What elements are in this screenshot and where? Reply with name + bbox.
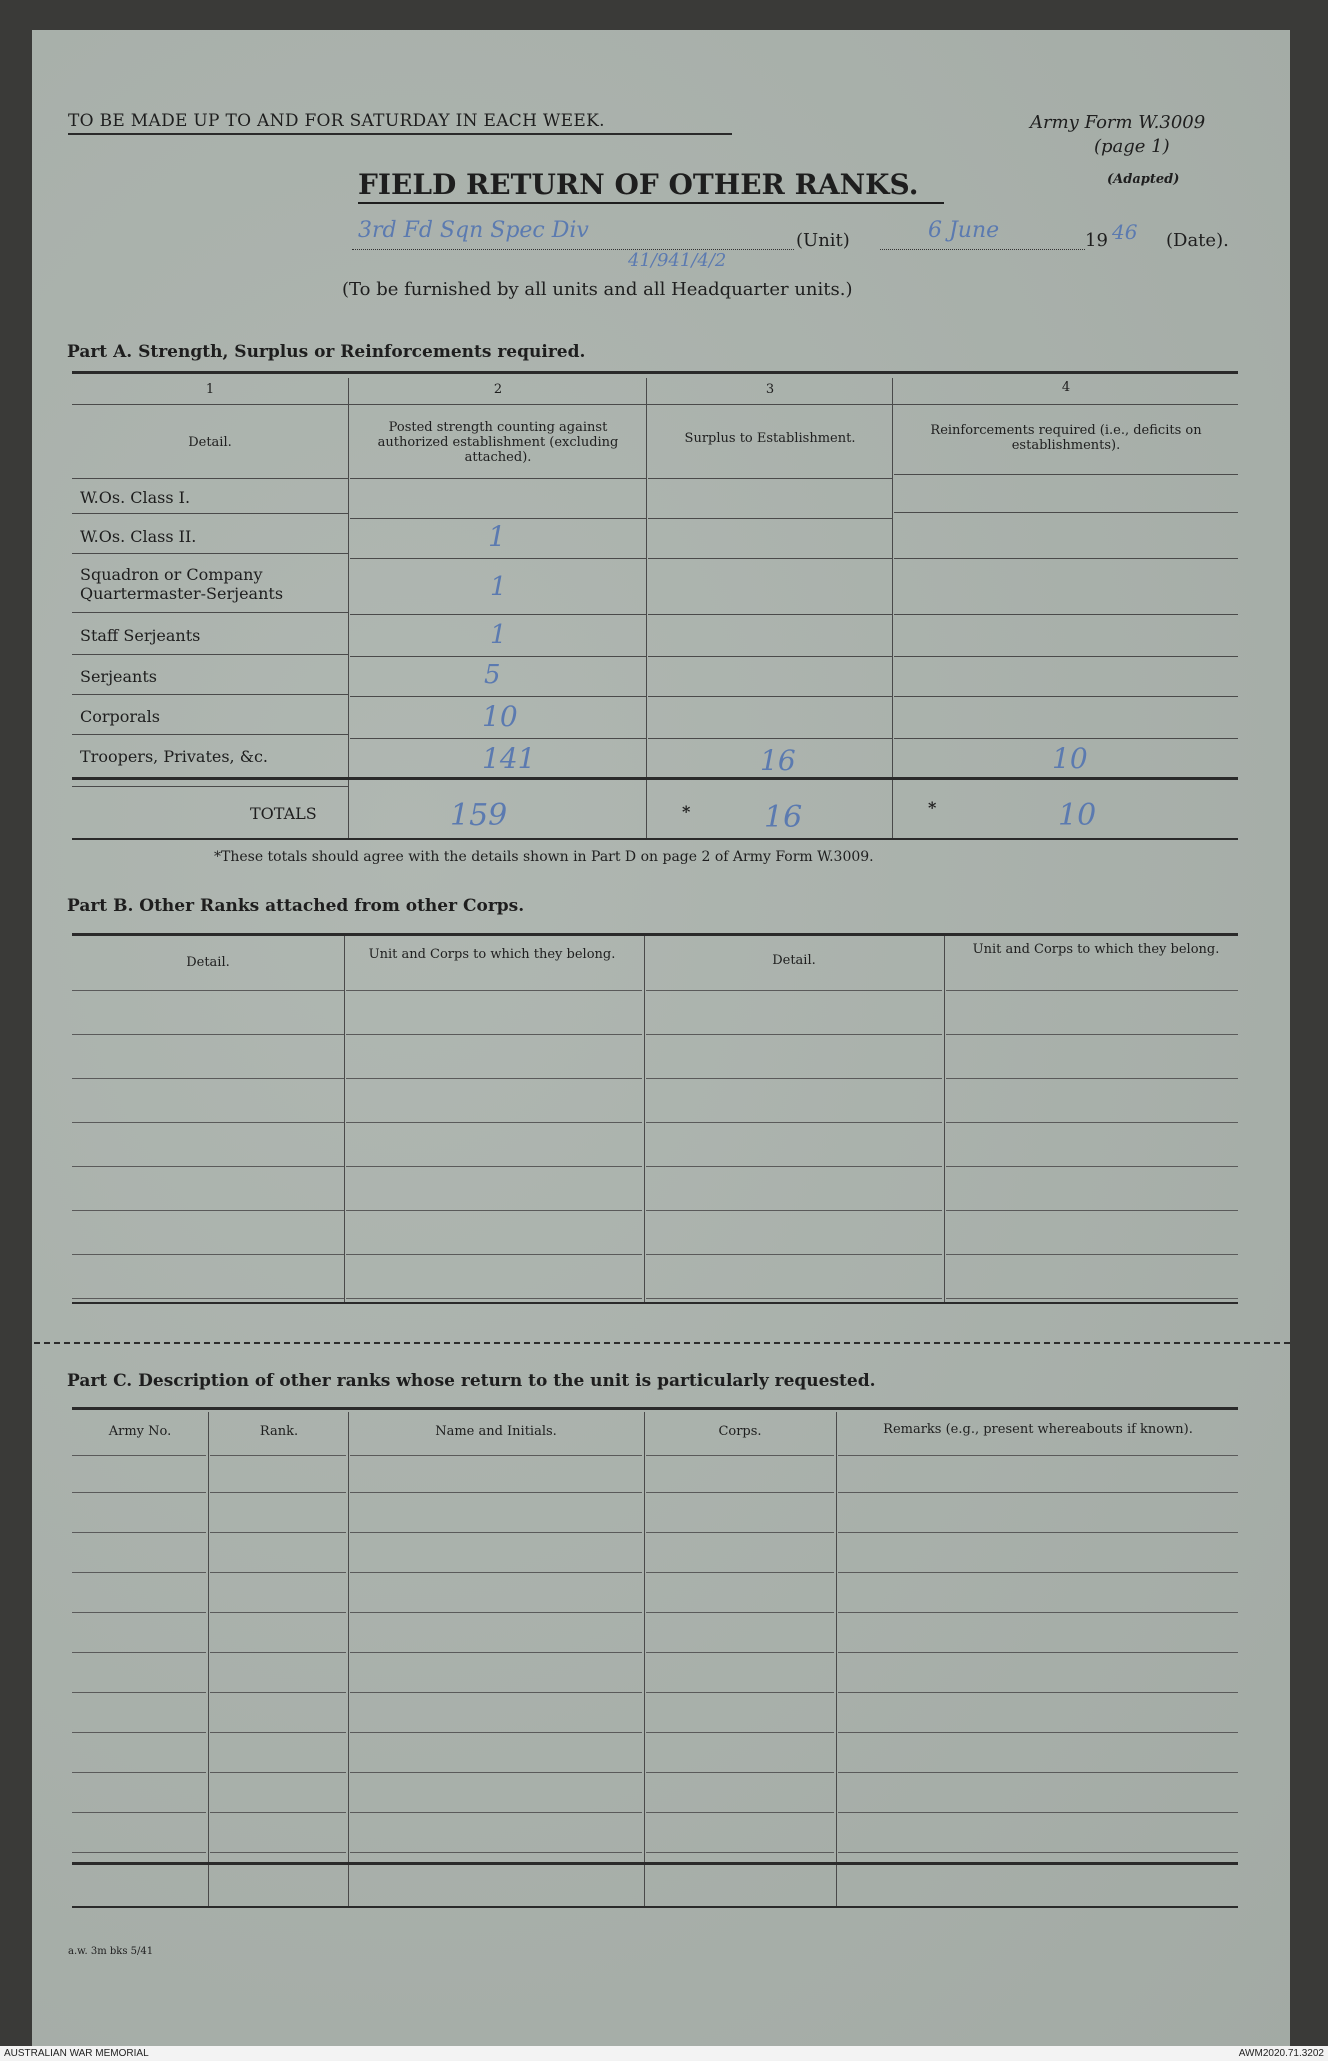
- ruled-line: [646, 1572, 834, 1573]
- ruled-line: [72, 1612, 206, 1613]
- part-a-bottom-rule: [72, 838, 1238, 840]
- col-number-2: 2: [493, 382, 503, 397]
- posted-cqms: 1: [490, 572, 507, 602]
- ruled-line: [72, 1298, 344, 1299]
- part-c-header-rank: Rank.: [259, 1424, 299, 1439]
- ruled-line: [72, 1852, 206, 1853]
- reinf-pte: 10: [1052, 742, 1088, 775]
- year-prefix: 19: [1085, 230, 1108, 251]
- row-rule: [350, 738, 646, 739]
- part-a-header-posted: Posted strength counting against authorized establishment (excluding attached).: [377, 420, 619, 465]
- ruled-line: [646, 1034, 942, 1035]
- totals-posted: 159: [450, 798, 508, 833]
- ruled-line: [72, 1210, 344, 1211]
- part-c-vline-4: [836, 1412, 837, 1908]
- ruled-line: [72, 1254, 344, 1255]
- ruled-line: [838, 1692, 1238, 1693]
- posted-wo2: 1: [488, 520, 506, 553]
- row-rule: [72, 734, 348, 735]
- row-label-cqms-text: Squadron or Company Quartermaster-Serjeants: [80, 565, 284, 603]
- part-c-bottom-rule: [72, 1906, 1238, 1908]
- ruled-line: [210, 1652, 346, 1653]
- ruled-line: [946, 1034, 1238, 1035]
- ruled-line: [838, 1572, 1238, 1573]
- row-rule: [72, 513, 348, 514]
- ruled-line: [838, 1852, 1238, 1853]
- ruled-line: [350, 1692, 642, 1693]
- row-label-cqms: [80, 565, 342, 603]
- part-b-vline-1: [344, 936, 345, 1304]
- instruction-text: TO BE MADE UP TO AND FOR SATURDAY IN EACH WEEK.: [68, 111, 605, 131]
- part-c-vline-2: [348, 1412, 349, 1908]
- part-b-top-rule: [72, 933, 1238, 936]
- unit-label: (Unit): [796, 230, 850, 251]
- year-handwritten: 46: [1112, 220, 1138, 244]
- ruled-line: [350, 1455, 642, 1456]
- part-b-header-unit-1: Unit and Corps to which they belong.: [368, 947, 616, 962]
- row-rule: [350, 614, 646, 615]
- totals-surplus: 16: [764, 800, 803, 835]
- ruled-line: [646, 1455, 834, 1456]
- row-rule: [648, 558, 892, 559]
- ruled-line: [646, 990, 942, 991]
- header-rule-3: [648, 478, 892, 479]
- ruled-line: [72, 1812, 206, 1813]
- ruled-line: [72, 1652, 206, 1653]
- header-rule-1: [72, 478, 348, 479]
- ruled-line: [210, 1852, 346, 1853]
- printer-note: a.w. 3m bks 5/41: [68, 1946, 154, 1957]
- row-label-sjt: Serjeants: [80, 667, 157, 686]
- ruled-line: [946, 1298, 1238, 1299]
- ruled-line: [646, 1532, 834, 1533]
- ruled-line: [646, 1298, 942, 1299]
- unit-dotline: [352, 249, 794, 251]
- posted-cpl: 10: [482, 700, 518, 733]
- ruled-line: [346, 1166, 642, 1167]
- part-a-vline-2: [646, 378, 647, 838]
- ruled-line: [210, 1572, 346, 1573]
- ruled-line: [210, 1492, 346, 1493]
- part-a-header-detail: Detail.: [188, 435, 232, 450]
- ruled-line: [350, 1732, 642, 1733]
- ruled-line: [210, 1532, 346, 1533]
- ruled-line: [72, 1692, 206, 1693]
- ruled-line: [646, 1652, 834, 1653]
- col-number-4: 4: [1061, 380, 1071, 395]
- ruled-line: [646, 1812, 834, 1813]
- row-rule: [894, 512, 1238, 513]
- ruled-line: [946, 1078, 1238, 1079]
- ruled-line: [346, 1210, 642, 1211]
- ruled-line: [646, 1210, 942, 1211]
- col-number-rule: [72, 404, 1238, 405]
- form-number: Army Form W.3009: [1030, 112, 1206, 133]
- row-rule: [648, 614, 892, 615]
- row-rule: [648, 656, 892, 657]
- ruled-line: [210, 1612, 346, 1613]
- footer-institution: AUSTRALIAN WAR MEMORIAL: [4, 2048, 149, 2059]
- totals-top-rule: [72, 777, 1238, 780]
- row-rule: [350, 518, 646, 519]
- form-title: FIELD RETURN OF OTHER RANKS.: [358, 168, 919, 201]
- row-label-wo1: W.Os. Class I.: [80, 488, 191, 507]
- part-a-title: Part A. Strength, Surplus or Reinforcements required.: [67, 342, 586, 362]
- part-a-vline-1: [348, 378, 349, 838]
- row-rule: [72, 694, 348, 695]
- part-b-title: Part B. Other Ranks attached from other Corps.: [67, 896, 525, 916]
- part-b-bottom-rule: [72, 1302, 1238, 1304]
- ruled-line: [646, 1852, 834, 1853]
- part-c-top-rule: [72, 1407, 1238, 1410]
- ruled-line: [646, 1078, 942, 1079]
- ruled-line: [210, 1772, 346, 1773]
- ruled-line: [346, 1298, 642, 1299]
- ruled-line: [72, 1455, 206, 1456]
- ruled-line: [946, 1166, 1238, 1167]
- ruled-line: [946, 1254, 1238, 1255]
- ruled-line: [210, 1732, 346, 1733]
- unit-ref-handwritten: 41/941/4/2: [628, 250, 727, 271]
- header-rule-2: [350, 478, 646, 479]
- adapted-label: (Adapted): [1107, 172, 1180, 187]
- perforation-line: [34, 1342, 1290, 1344]
- ruled-line: [72, 1532, 206, 1533]
- row-rule: [350, 696, 646, 697]
- row-rule: [72, 553, 348, 554]
- ruled-line: [346, 990, 642, 991]
- ruled-line: [838, 1772, 1238, 1773]
- ruled-line: [838, 1455, 1238, 1456]
- ruled-line: [838, 1812, 1238, 1813]
- part-a-vline-3: [892, 378, 893, 838]
- part-c-header-army-no: Army No.: [108, 1424, 172, 1439]
- row-label-pte: Troopers, Privates, &c.: [80, 747, 269, 766]
- ruled-line: [72, 1122, 344, 1123]
- ruled-line: [946, 1122, 1238, 1123]
- row-rule: [894, 656, 1238, 657]
- totals-star-reinf: *: [928, 798, 937, 817]
- totals-star-surplus: *: [682, 802, 691, 821]
- ruled-line: [838, 1652, 1238, 1653]
- ruled-line: [350, 1532, 642, 1533]
- ruled-line: [350, 1852, 642, 1853]
- ruled-line: [946, 1210, 1238, 1211]
- furnished-note: (To be furnished by all units and all Headquarter units.): [342, 279, 853, 300]
- unit-handwritten: 3rd Fd Sqn Spec Div: [358, 218, 589, 243]
- row-rule: [350, 656, 646, 657]
- totals-top-rule-thin: [72, 786, 348, 787]
- row-rule: [72, 612, 348, 613]
- ruled-line: [646, 1612, 834, 1613]
- ruled-line: [72, 1078, 344, 1079]
- form-sheet: [32, 30, 1290, 2048]
- part-b-header-detail-2: Detail.: [772, 953, 816, 968]
- posted-staff-sjt: 1: [490, 620, 507, 650]
- ruled-line: [346, 1122, 642, 1123]
- title-underline: [358, 202, 944, 204]
- date-dotline: [880, 249, 1085, 251]
- ruled-line: [210, 1455, 346, 1456]
- ruled-line: [350, 1652, 642, 1653]
- row-rule: [648, 738, 892, 739]
- date-label: (Date).: [1166, 230, 1229, 251]
- row-rule: [648, 696, 892, 697]
- ruled-line: [646, 1772, 834, 1773]
- surplus-pte: 16: [760, 744, 796, 777]
- ruled-line: [72, 1772, 206, 1773]
- row-rule: [894, 558, 1238, 559]
- totals-label: TOTALS: [250, 804, 317, 823]
- row-rule: [350, 558, 646, 559]
- archive-footer: [0, 2046, 1328, 2061]
- ruled-line: [838, 1612, 1238, 1613]
- part-b-header-unit-2: Unit and Corps to which they belong.: [972, 942, 1220, 957]
- ruled-line: [946, 990, 1238, 991]
- part-b-vline-2: [644, 936, 645, 1304]
- row-label-staff-sjt: Staff Serjeants: [80, 626, 201, 645]
- ruled-line: [346, 1034, 642, 1035]
- ruled-line: [72, 1492, 206, 1493]
- row-label-cpl: Corporals: [80, 707, 160, 726]
- instruction-underline: [68, 133, 732, 135]
- part-a-top-rule: [72, 371, 1238, 374]
- row-label-wo2: W.Os. Class II.: [80, 527, 197, 546]
- part-c-vline-1: [208, 1412, 209, 1908]
- ruled-line: [646, 1254, 942, 1255]
- ruled-line: [72, 1572, 206, 1573]
- ruled-line: [350, 1492, 642, 1493]
- col-number-1: 1: [205, 382, 215, 397]
- ruled-line: [350, 1812, 642, 1813]
- totals-reinf: 10: [1058, 798, 1097, 833]
- ruled-line: [346, 1254, 642, 1255]
- part-c-header-remarks: Remarks (e.g., present whereabouts if known).: [883, 1422, 1193, 1437]
- part-c-vline-3: [644, 1412, 645, 1908]
- totals-note: *These totals should agree with the details shown in Part D on page 2 of Army Form W.3009.: [214, 849, 874, 865]
- part-c-header-corps: Corps.: [718, 1424, 762, 1439]
- part-c-title: Part C. Description of other ranks whose return to the unit is particularly requested.: [67, 1371, 876, 1391]
- part-a-header-surplus: Surplus to Establishment.: [684, 431, 856, 446]
- ruled-line: [72, 1166, 344, 1167]
- row-rule: [894, 696, 1238, 697]
- part-b-vline-3: [944, 936, 945, 1304]
- footer-accession: AWM2020.71.3202: [1238, 2048, 1324, 2059]
- ruled-line: [838, 1732, 1238, 1733]
- part-c-double-rule: [72, 1862, 1238, 1865]
- posted-pte: 141: [482, 742, 536, 775]
- row-rule: [894, 738, 1238, 739]
- ruled-line: [646, 1166, 942, 1167]
- page-number: (page 1): [1094, 136, 1170, 157]
- ruled-line: [646, 1692, 834, 1693]
- ruled-line: [210, 1692, 346, 1693]
- ruled-line: [210, 1812, 346, 1813]
- part-b-header-detail-1: Detail.: [186, 955, 230, 970]
- ruled-line: [838, 1492, 1238, 1493]
- date-handwritten: 6 June: [928, 218, 1000, 243]
- posted-sjt: 5: [484, 660, 501, 690]
- ruled-line: [646, 1732, 834, 1733]
- col-number-3: 3: [765, 382, 775, 397]
- ruled-line: [72, 1034, 344, 1035]
- ruled-line: [72, 990, 344, 991]
- ruled-line: [350, 1572, 642, 1573]
- header-rule-4: [894, 474, 1238, 475]
- ruled-line: [346, 1078, 642, 1079]
- ruled-line: [646, 1492, 834, 1493]
- ruled-line: [838, 1532, 1238, 1533]
- part-a-header-reinforcements: Reinforcements required (i.e., deficits on establishments).: [930, 423, 1202, 453]
- ruled-line: [350, 1612, 642, 1613]
- ruled-line: [350, 1772, 642, 1773]
- ruled-line: [646, 1122, 942, 1123]
- row-rule: [72, 654, 348, 655]
- part-c-header-name: Name and Initials.: [435, 1424, 557, 1439]
- row-rule: [894, 614, 1238, 615]
- ruled-line: [72, 1732, 206, 1733]
- row-rule: [648, 518, 892, 519]
